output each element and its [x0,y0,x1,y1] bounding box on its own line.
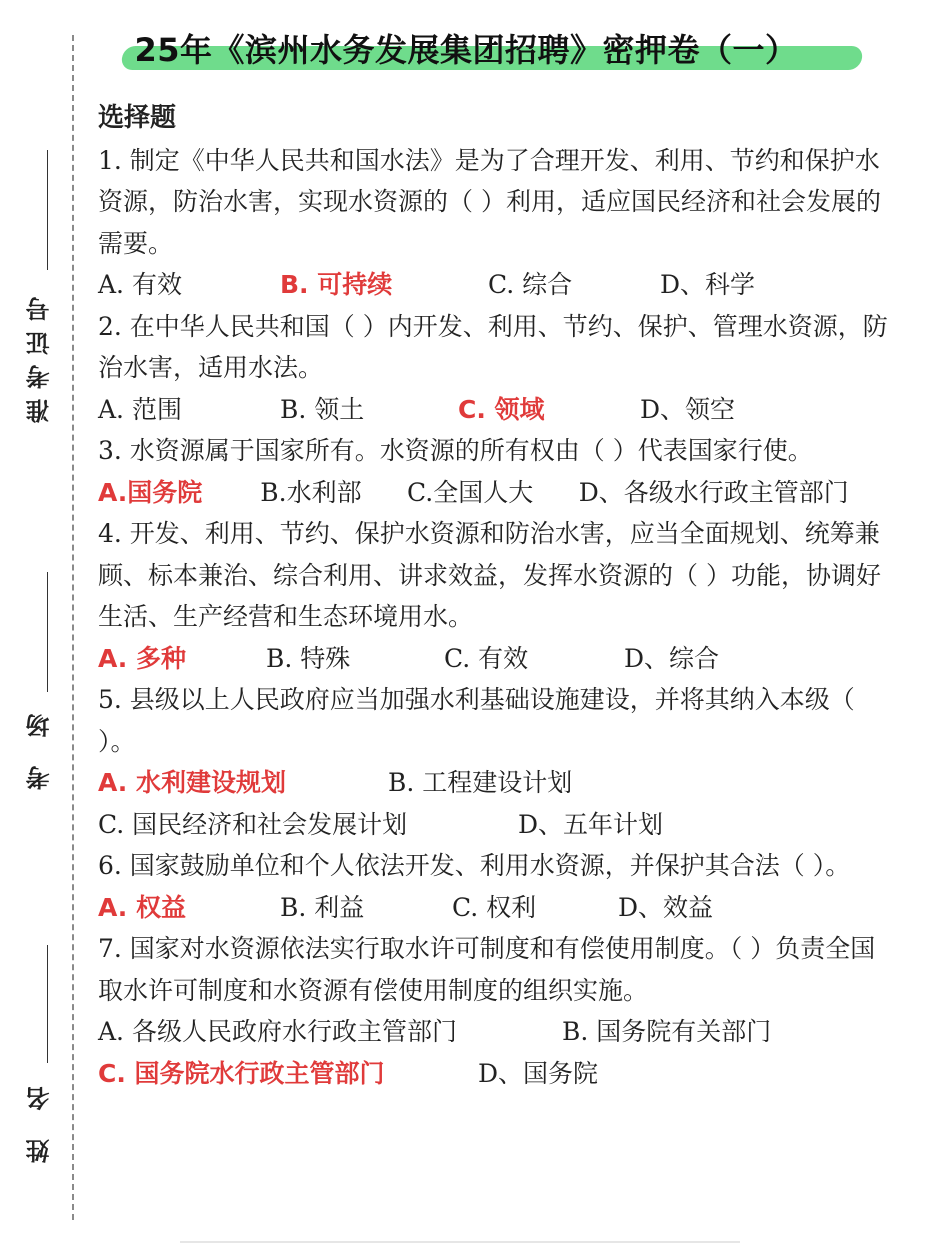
option-b: B. 国务院有关部门 [562,1017,772,1046]
exam-number-label: 准考证号 [26,287,54,423]
option-row [98,638,898,680]
option-a: A. 有效 [98,270,182,299]
question-7 [98,928,898,1094]
option-d: D、效益 [618,892,714,922]
option-d: D、领空 [640,394,736,424]
exam-number-underline [47,150,48,270]
option-b-answer: B. 可持续 [280,270,393,299]
question-stem: 1. 制定《中华人民共和国水法》是为了合理开发、利用、节约和保护水资源，防治水害，实现水资源的（ ）利用，适应国民经济和社会发展的需要。 [98,145,881,258]
question-stem: 6. 国家鼓励单位和个人依法开发、利用水资源，并保护其合法（ ）。 [98,851,851,880]
option-row [98,1011,898,1053]
option-a-answer: A. 多种 [98,643,187,673]
option-a-answer: A. 权益 [98,892,187,922]
option-a: A. 范围 [98,394,182,424]
question-3 [98,430,898,513]
option-d: D、综合 [624,643,720,673]
option-c: C. 综合 [488,270,573,299]
name-label: 姓 名 [26,1076,54,1164]
page-bottom-rule [180,1241,740,1243]
option-b: B. 利益 [280,892,365,922]
exam-room-underline [47,572,48,692]
question-4 [98,513,898,679]
question-list [98,98,898,1094]
exam-room-label: 考 场 [26,703,54,791]
question-stem: 2. 在中华人民共和国（ ）内开发、利用、节约、保护、管理水资源，防治水害，适用水法。 [98,311,888,382]
option-row [98,804,898,846]
page-title: 25年《滨州水务发展集团招聘》密押卷（一） [134,31,798,69]
question-stem: 3. 水资源属于国家所有。水资源的所有权由（ ）代表国家行使。 [98,436,813,465]
question-6 [98,845,898,928]
option-c-answer: C. 国务院水行政主管部门 [98,1058,385,1088]
option-row [98,389,898,431]
option-c: C. 有效 [444,643,529,673]
question-stem: 4. 开发、利用、节约、保护水资源和防治水害，应当全面规划、统筹兼顾、标本兼治、综合利用、讲求效益，发挥水资源的（ ）功能，协调好生活、生产经营和生态环境用水。 [98,519,881,631]
option-b: B. 特殊 [266,643,351,673]
option-d: D、五年计划 [518,809,664,839]
option-b: B.水利部 [260,477,362,507]
question-2 [98,306,898,431]
option-row [98,887,898,929]
option-a: A. 各级人民政府水行政主管部门 [98,1017,457,1046]
option-d: D、国务院 [478,1058,599,1088]
question-stem: 7. 国家对水资源依法实行取水许可制度和有偿使用制度。（ ）负责全国取水许可制度和水资源有偿使用制度的组织实施。 [98,934,876,1005]
name-underline [47,945,48,1063]
option-row [98,1053,898,1095]
option-row [98,762,898,804]
question-stem: 5. 县级以上人民政府应当加强水利基础设施建设，并将其纳入本级（ ）。 [98,685,855,756]
option-c: C. 权利 [452,892,537,922]
option-c: C.全国人大 [407,477,534,507]
option-d: D、科学 [660,270,756,299]
option-d: D、各级水行政主管部门 [578,477,849,507]
option-a-answer: A. 水利建设规划 [98,768,287,797]
option-b: B. 领土 [280,394,365,424]
option-row [98,264,898,306]
section-title: 选择题 [98,103,177,133]
option-row [98,472,898,514]
option-a-answer: A.国务院 [98,477,203,507]
option-b: B. 工程建设计划 [388,768,573,797]
question-5 [98,679,898,845]
question-1 [98,140,898,306]
option-c-answer: C. 领域 [458,394,545,424]
binding-line [72,35,74,1220]
option-c: C. 国民经济和社会发展计划 [98,809,408,839]
